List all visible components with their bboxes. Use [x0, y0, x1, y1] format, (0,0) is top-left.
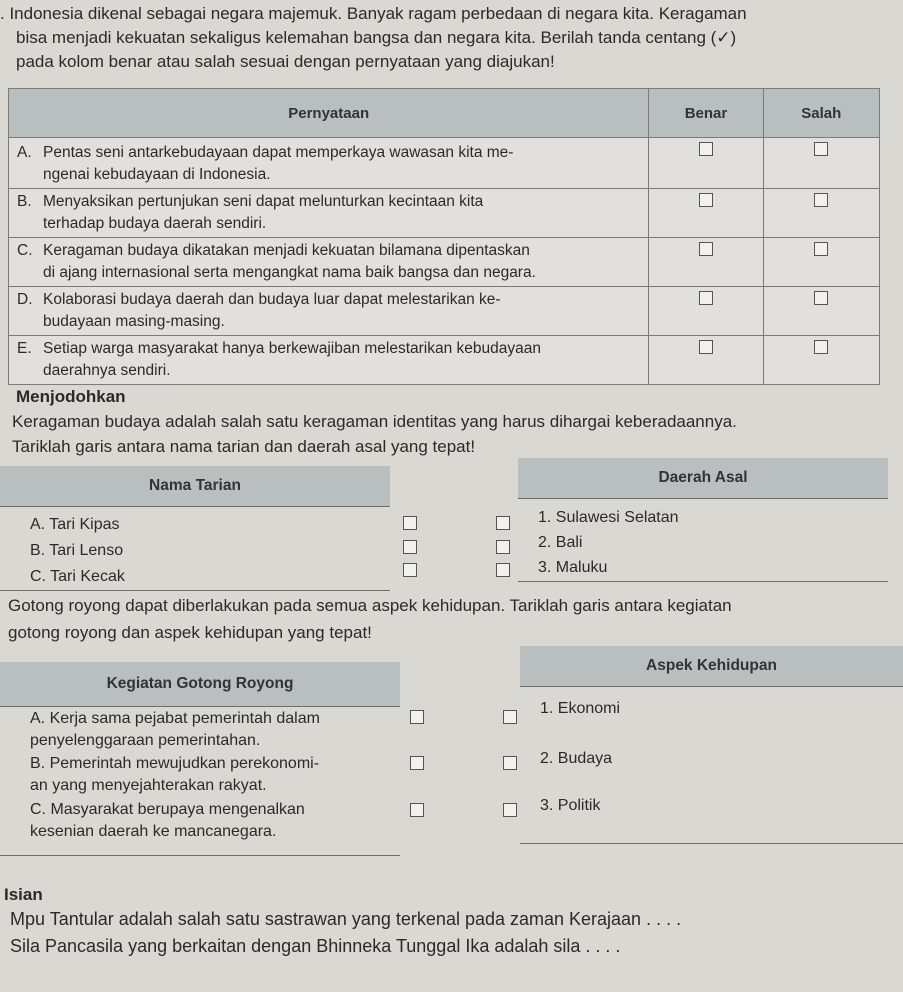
statement-table	[8, 88, 880, 385]
dance-item-b: B. Tari Lenso	[30, 542, 124, 559]
match-dot-aspect-3[interactable]	[503, 803, 517, 817]
header-false: Salah	[763, 89, 879, 138]
checkbox-false-d[interactable]	[814, 291, 828, 305]
dance-item-c: C. Tari Kecak	[30, 568, 125, 585]
checkbox-false-a[interactable]	[814, 142, 828, 156]
header-statement: Pernyataan	[9, 89, 649, 138]
match-dot-right-3[interactable]	[496, 563, 510, 577]
intro-line-2: bisa menjadi kekuatan sekaligus kelemahan bangsa dan negara kita. Berilah tanda centang (✓)	[16, 28, 737, 47]
match-dot-left-c[interactable]	[403, 563, 417, 577]
activity-item-b-line1: B. Pemerintah mewujudkan perekonomi-	[30, 755, 320, 772]
aspect-item-1: 1. Ekonomi	[540, 700, 621, 717]
section3-line-2: gotong royong dan aspek kehidupan yang tepat!	[8, 623, 372, 642]
match-dot-activity-a[interactable]	[410, 710, 424, 724]
region-item-3: 3. Maluku	[538, 559, 608, 576]
intro-line-1: . Indonesia dikenal sebagai negara majemuk. Banyak ragam perbedaan di negara kita. Keragaman	[0, 4, 747, 23]
header-true: Benar	[649, 89, 763, 138]
header-dance-name: Nama Tarian	[0, 466, 390, 506]
intro-line-3: pada kolom benar atau salah sesuai dengan pernyataan yang diajukan!	[16, 52, 555, 71]
activity-item-c-line2: kesenian daerah ke mancanegara.	[30, 823, 277, 840]
header-mutual-aid-activity: Kegiatan Gotong Royong	[0, 662, 400, 706]
activity-item-c-line1: C. Masyarakat berupaya mengenalkan	[30, 801, 305, 818]
checkbox-true-d[interactable]	[699, 291, 713, 305]
header-life-aspect: Aspek Kehidupan	[520, 646, 903, 686]
activity-item-a-line2: penyelenggaraan pemerintahan.	[30, 732, 261, 749]
checkbox-true-a[interactable]	[699, 142, 713, 156]
section3-line-1: Gotong royong dapat diberlakukan pada semua aspek kehidupan. Tariklah garis antara kegiatan	[8, 596, 732, 615]
match-dot-activity-b[interactable]	[410, 756, 424, 770]
fill-in-question-1: Mpu Tantular adalah salah satu sastrawan yang terkenal pada zaman Kerajaan . . . .	[10, 909, 682, 929]
section2-line-1: Keragaman budaya adalah salah satu keragaman identitas yang harus dihargai keberadaannya.	[12, 412, 737, 431]
match-dot-left-a[interactable]	[403, 516, 417, 530]
table-row: E. Setiap warga masyarakat hanya berkewajiban melestarikan kebudayaan daerahnya sendiri.	[9, 336, 880, 385]
section2-line-2: Tariklah garis antara nama tarian dan daerah asal yang tepat!	[12, 437, 476, 456]
fill-in-question-2: Sila Pancasila yang berkaitan dengan Bhinneka Tunggal Ika adalah sila . . . .	[10, 936, 621, 956]
match-dot-left-b[interactable]	[403, 540, 417, 554]
table-row: A. Pentas seni antarkebudayaan dapat memperkaya wawasan kita me- ngenai kebudayaan di Indonesia.	[9, 138, 880, 189]
match-dot-aspect-1[interactable]	[503, 710, 517, 724]
activity-item-b-line2: an yang menyejahterakan rakyat.	[30, 777, 267, 794]
match-dot-aspect-2[interactable]	[503, 756, 517, 770]
section-title-fill-in: Isian	[4, 885, 43, 904]
checkbox-true-e[interactable]	[699, 340, 713, 354]
region-item-2: 2. Bali	[538, 534, 583, 551]
checkbox-true-b[interactable]	[699, 193, 713, 207]
checkbox-true-c[interactable]	[699, 242, 713, 256]
activity-item-a-line1: A. Kerja sama pejabat pemerintah dalam	[30, 710, 320, 727]
checkbox-false-b[interactable]	[814, 193, 828, 207]
match-dot-right-1[interactable]	[496, 516, 510, 530]
table-row: D. Kolaborasi budaya daerah dan budaya luar dapat melestarikan ke- budayaan masing-masing.	[9, 287, 880, 336]
aspect-item-2: 2. Budaya	[540, 750, 613, 767]
match-dot-right-2[interactable]	[496, 540, 510, 554]
dance-item-a: A. Tari Kipas	[30, 516, 120, 533]
region-item-1: 1. Sulawesi Selatan	[538, 509, 679, 526]
table-row: C. Keragaman budaya dikatakan menjadi kekuatan bilamana dipentaskan di ajang internasional serta mengangkat nama baik bangsa dan negara.	[9, 238, 880, 287]
checkbox-false-e[interactable]	[814, 340, 828, 354]
header-origin-region: Daerah Asal	[518, 458, 888, 498]
aspect-item-3: 3. Politik	[540, 797, 601, 814]
section-title-matching: Menjodohkan	[16, 387, 126, 406]
match-dot-activity-c[interactable]	[410, 803, 424, 817]
table-row: B. Menyaksikan pertunjukan seni dapat melunturkan kecintaan kita terhadap budaya daerah sendiri.	[9, 189, 880, 238]
checkbox-false-c[interactable]	[814, 242, 828, 256]
